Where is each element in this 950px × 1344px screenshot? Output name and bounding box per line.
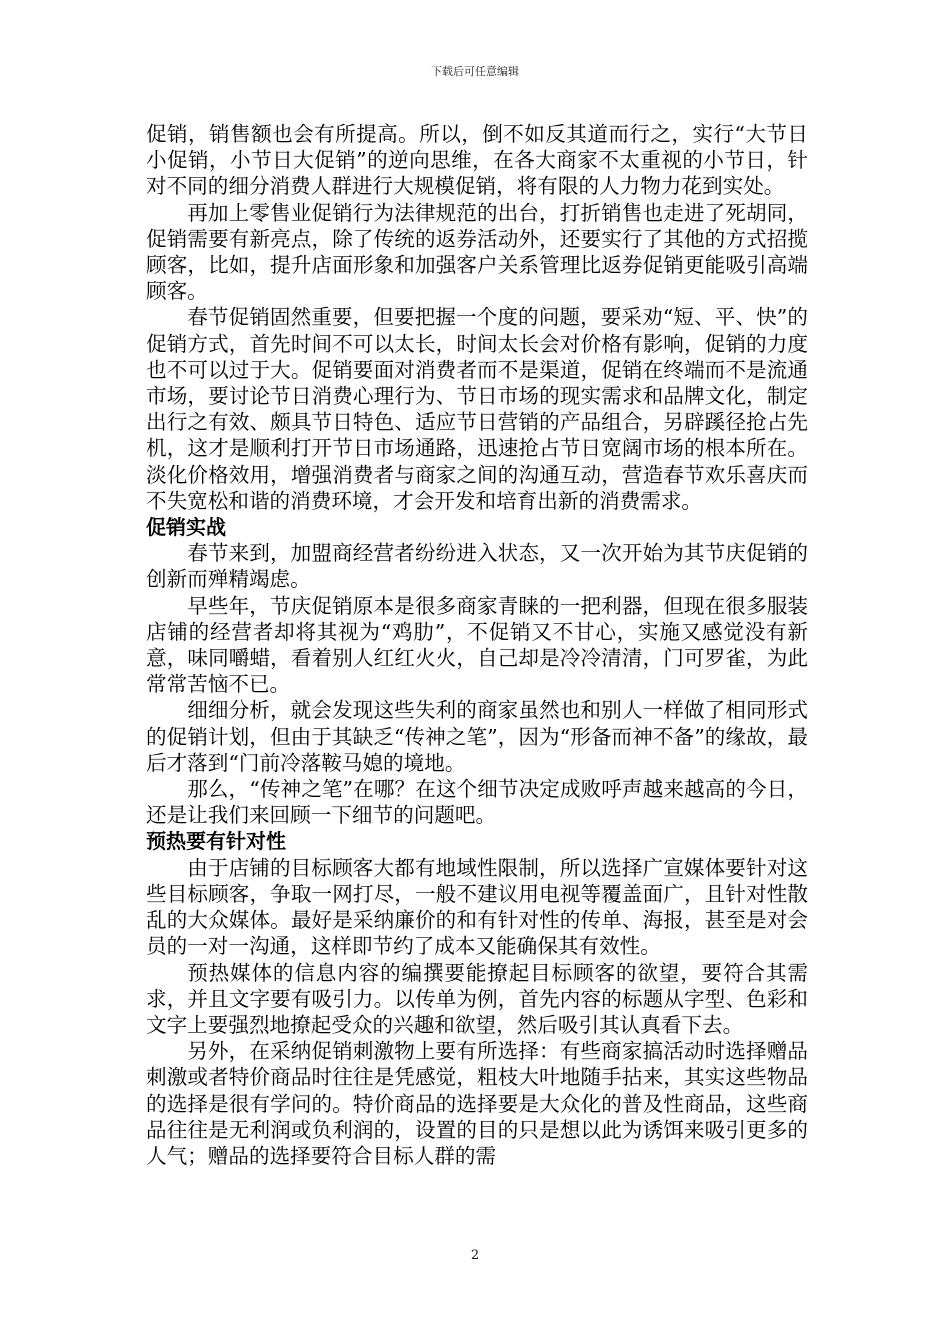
paragraph-8: 由于店铺的目标顾客大都有地域性限制，所以选择广宣媒体要针对这些目标顾客，争取一网打尽，一般不建议用电视等覆盖面广，且针对性散乱的大众媒体。最好是采纳廉价的和有针对性的传单、海报，甚至是对会员的一对一沟通，这样即节约了成本又能确保其有效性。 bbox=[146, 855, 808, 959]
paragraph-10: 另外，在采纳促销刺激物上要有所选择：有些商家搞活动时选择赠品刺激或者特价商品时往往是凭感觉，粗枝大叶地随手拈来，其实这些物品的选择是很有学问的。特价商品的选择要是大众化的普及性商品，这些商品往往是无利润或负利润的，设置的目的只是想以此为诱饵来吸引更多的人气；赠品的选择要符合目标人群的需 bbox=[146, 1039, 808, 1168]
paragraph-7: 那么，“传神之笔”在哪？在这个细节决定成败呼声越来越高的今日，还是让我们来回顾一下细节的问题吧。 bbox=[146, 777, 808, 828]
paragraph-2: 再加上零售业促销行为法律规范的出台，打折销售也走进了死胡同，促销需要有新亮点，除了传统的返券活动外，还要实行了其他的方式招揽顾客，比如，提升店面形象和加强客户关系管理比返券促销更能吸引高端顾客。 bbox=[146, 200, 808, 304]
paragraph-1: 促销，销售额也会有所提高。所以，倒不如反其道而行之，实行“大节日小促销，小节日大促销”的逆向思维，在各大商家不太重视的小节日，针对不同的细分消费人群进行大规模促销，将有限的人力物力花到实处。 bbox=[146, 122, 808, 199]
page-header: 下载后可任意编辑 bbox=[431, 65, 519, 78]
section-heading-promotion-practice: 促销实战 bbox=[146, 515, 226, 540]
paragraph-5: 早些年，节庆促销原本是很多商家青睐的一把利器，但现在很多服装店铺的经营者却将其视为“鸡肋”，不促销又不甘心，实施又感觉没有新意，味同嚼蜡，看着别人红红火火，自己却是冷冷清清，门可罗雀，为此常常苦恼不已。 bbox=[146, 593, 808, 697]
paragraph-6: 细细分析，就会发现这些失利的商家虽然也和别人一样做了相同形式的促销计划，但由于其缺乏“传神之笔”，因为“形备而神不备”的缘故，最后才落到“门前冷落鞍马媳的境地。 bbox=[146, 698, 808, 775]
paragraph-9: 预热媒体的信息内容的编撰要能撩起目标顾客的欲望，要符合其需求，并且文字要有吸引力。以传单为例，首先内容的标题从字型、色彩和文字上要强烈地撩起受众的兴趣和欲望，然后吸引其认真看下去。 bbox=[146, 960, 808, 1037]
document-body bbox=[146, 121, 808, 1169]
paragraph-4: 春节来到，加盟商经营者纷纷进入状态，又一次开始为其节庆促销的创新而殚精竭虑。 bbox=[146, 541, 808, 592]
section-heading-targeted-warmup: 预热要有针对性 bbox=[146, 829, 286, 854]
page-number: 2 bbox=[470, 1248, 480, 1263]
paragraph-3: 春节促销固然重要，但要把握一个度的问题，要采劝“短、平、快”的促销方式，首先时间不可以太长，时间太长会对价格有影响，促销的力度也不可以过于大。促销要面对消费者而不是渠道，促销在终端而不是流通市场，要讨论节日消费心理行为、节日市场的现实需求和品牌文化，制定出行之有效、颇具节日特色、适应节日营销的产品组合，另辟蹊径抢占先机，这才是顺利打开节日市场通路，迅速抢占节日宽阔市场的根本所在。淡化价格效用，增强消费者与商家之间的沟通互动，营造春节欢乐喜庆而不失宽松和谐的消费环境，才会开发和培育出新的消费需求。 bbox=[146, 305, 808, 513]
